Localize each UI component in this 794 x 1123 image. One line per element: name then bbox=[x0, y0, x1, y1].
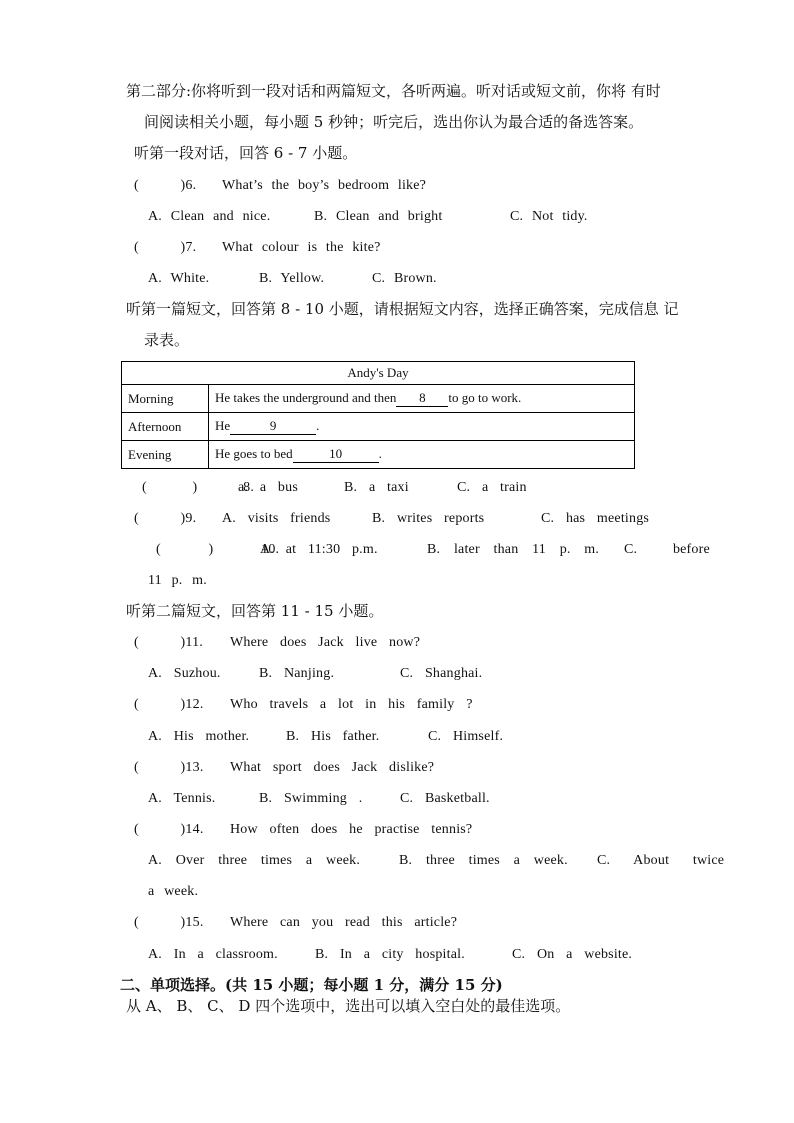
row-text: He bbox=[215, 418, 231, 433]
table-row-afternoon bbox=[122, 413, 635, 441]
question-12 bbox=[134, 696, 473, 714]
andys-day-table bbox=[121, 361, 635, 469]
option-c[interactable]: C. has meetings bbox=[541, 511, 650, 526]
option-a[interactable]: A. at 11:30 p.m. bbox=[260, 542, 378, 557]
question-number: ( ) 8. bbox=[142, 480, 255, 495]
passage1-intro-line2: 录表。 bbox=[144, 331, 190, 349]
question-text: How often does he practise tennis? bbox=[230, 822, 473, 837]
row-content bbox=[209, 441, 635, 469]
dialogue-intro: 听第一段对话，回答 6 - 7 小题。 bbox=[134, 144, 358, 162]
question-11 bbox=[134, 634, 420, 652]
option-b[interactable]: B. a taxi bbox=[344, 480, 409, 495]
question-8 bbox=[142, 479, 527, 497]
question-number: ( )15. bbox=[134, 915, 204, 930]
option-c[interactable]: C. About twice bbox=[597, 853, 725, 868]
question-13 bbox=[134, 759, 434, 777]
section2-heading: 二、单项选择。(共 15 小题；每小题 1 分，满分 15 分) bbox=[120, 976, 503, 994]
option-a[interactable]: A. Clean and nice. bbox=[148, 209, 271, 224]
blank-10[interactable]: 10 bbox=[293, 446, 379, 463]
passage2-intro: 听第二篇短文，回答第 11 - 15 小题。 bbox=[126, 602, 384, 620]
passage1-intro-line1: 听第一篇短文，回答第 8 - 10 小题，请根据短文内容，选择正确答案，完成信息 记 bbox=[126, 300, 679, 318]
row-text: He goes to bed bbox=[215, 446, 293, 461]
option-a[interactable]: A. visits friends bbox=[222, 511, 331, 526]
option-c[interactable]: C. On a website. bbox=[512, 947, 633, 962]
question-text: What’s the boy’s bedroom like? bbox=[222, 178, 427, 193]
option-a[interactable]: A. Suzhou. bbox=[148, 666, 221, 681]
option-a[interactable]: A. In a classroom. bbox=[148, 947, 278, 962]
option-c[interactable]: C. before bbox=[624, 542, 710, 557]
part2-intro-line2: 间阅读相关小题，每小题 5 秒钟；听完后，选出你认为最合适的备选答案。 bbox=[144, 113, 644, 131]
row-label: Evening bbox=[122, 441, 209, 469]
question-12-options bbox=[148, 728, 503, 746]
row-text: . bbox=[378, 446, 382, 461]
option-a[interactable]: A. Over three times a week. bbox=[148, 853, 361, 868]
question-number: ( )9. bbox=[134, 511, 197, 526]
option-b[interactable]: B. later than 11 p. m. bbox=[427, 542, 600, 557]
question-number: ( )13. bbox=[134, 760, 204, 775]
option-b[interactable]: B. Nanjing. bbox=[259, 666, 335, 681]
question-9 bbox=[134, 510, 649, 528]
question-number: ( )11. bbox=[134, 635, 204, 650]
section2-instruction: 从 A、 B、 C、 D 四个选项中，选出可以填入空白处的最佳选项。 bbox=[126, 997, 571, 1015]
question-text: What colour is the kite? bbox=[222, 240, 381, 255]
question-text: Where can you read this article? bbox=[230, 915, 458, 930]
question-10-continuation: 11 p. m. bbox=[148, 573, 207, 588]
question-number: ( ) 10. bbox=[156, 542, 280, 557]
question-number: ( )7. bbox=[134, 240, 197, 255]
blank-8[interactable]: 8 bbox=[396, 390, 448, 407]
row-text: to go to work. bbox=[448, 390, 522, 405]
option-c[interactable]: C. Not tidy. bbox=[510, 209, 588, 224]
question-number: ( )14. bbox=[134, 822, 204, 837]
question-14-continuation: a week. bbox=[148, 884, 199, 899]
question-text: Who travels a lot in his family ? bbox=[230, 697, 473, 712]
option-b[interactable]: B. writes reports bbox=[372, 511, 485, 526]
question-13-options bbox=[148, 790, 490, 808]
question-14 bbox=[134, 821, 472, 839]
option-c[interactable]: C. Himself. bbox=[428, 729, 504, 744]
question-10 bbox=[156, 541, 710, 559]
option-c[interactable]: C. a train bbox=[457, 480, 527, 495]
question-6-options bbox=[148, 208, 588, 226]
option-a[interactable]: A. White. bbox=[148, 271, 210, 286]
option-b[interactable]: B. His father. bbox=[286, 729, 380, 744]
option-b[interactable]: B. Swimming . bbox=[259, 791, 363, 806]
question-15-options bbox=[148, 946, 632, 964]
row-text: He takes the underground and then bbox=[215, 390, 397, 405]
option-a[interactable]: A. His mother. bbox=[148, 729, 250, 744]
question-7-options bbox=[148, 270, 437, 288]
option-a[interactable]: a. a bus bbox=[238, 480, 298, 495]
part2-intro-line1: 第二部分:你将听到一段对话和两篇短文，各听两遍。听对话或短文前，你将 有时 bbox=[126, 82, 661, 100]
option-c[interactable]: C. Basketball. bbox=[400, 791, 490, 806]
option-b[interactable]: B. Yellow. bbox=[259, 271, 325, 286]
option-c[interactable]: C. Shanghai. bbox=[400, 666, 483, 681]
question-15 bbox=[134, 914, 457, 932]
question-text: Where does Jack live now? bbox=[230, 635, 421, 650]
table-title: Andy's Day bbox=[122, 362, 635, 385]
option-c[interactable]: C. Brown. bbox=[372, 271, 437, 286]
question-7 bbox=[134, 239, 381, 257]
option-a[interactable]: A. Tennis. bbox=[148, 791, 216, 806]
row-label: Morning bbox=[122, 385, 209, 413]
option-b[interactable]: B. In a city hospital. bbox=[315, 947, 465, 962]
question-6 bbox=[134, 177, 426, 195]
row-content bbox=[209, 413, 635, 441]
question-number: ( )12. bbox=[134, 697, 204, 712]
question-11-options bbox=[148, 665, 482, 683]
question-text: What sport does Jack dislike? bbox=[230, 760, 435, 775]
table-row-evening bbox=[122, 441, 635, 469]
row-label: Afternoon bbox=[122, 413, 209, 441]
row-content bbox=[209, 385, 635, 413]
option-b[interactable]: B. three times a week. bbox=[399, 853, 568, 868]
option-b[interactable]: B. Clean and bright bbox=[314, 209, 443, 224]
question-14-options bbox=[148, 852, 724, 870]
row-text: . bbox=[316, 418, 320, 433]
blank-9[interactable]: 9 bbox=[230, 418, 316, 435]
question-number: ( )6. bbox=[134, 178, 197, 193]
table-row-morning bbox=[122, 385, 635, 413]
